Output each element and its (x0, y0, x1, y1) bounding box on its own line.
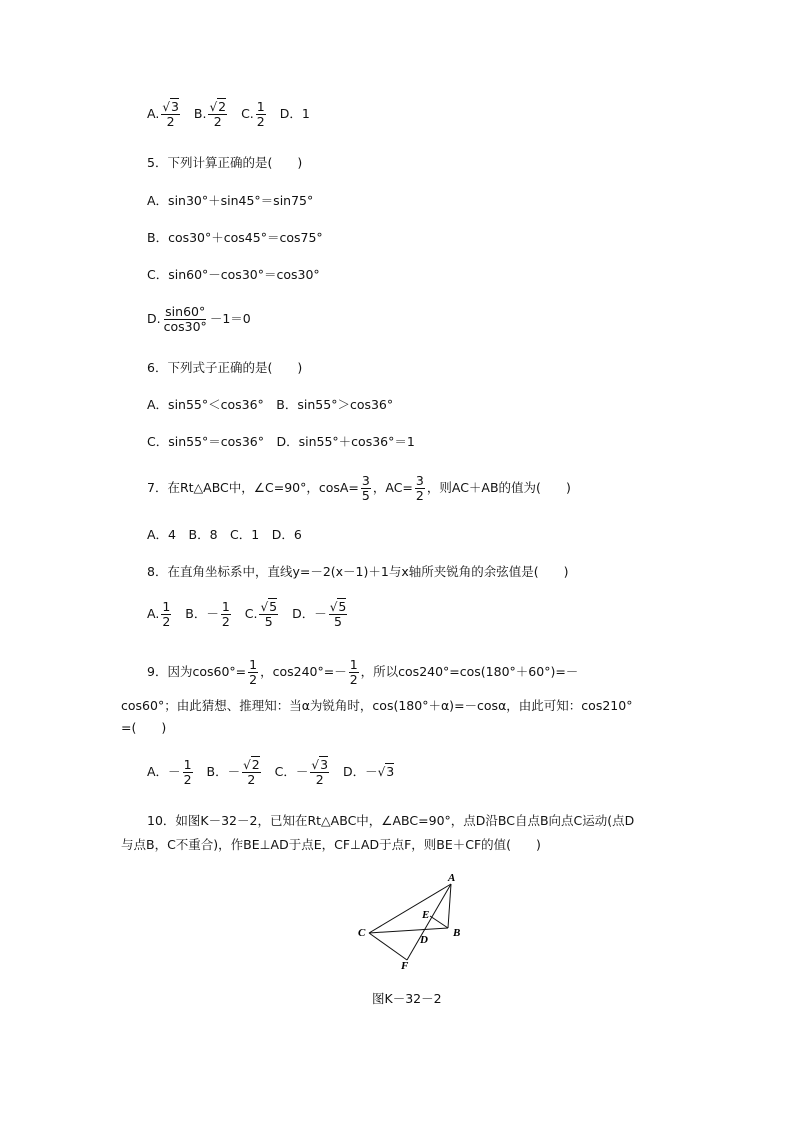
label-a: A (448, 872, 456, 884)
q4-option-d[interactable]: D．1 (279, 106, 310, 121)
q8-stem: 8．在直角坐标系中，直线y=－2(x－1)＋1与x轴所夹锐角的余弦值是( ) (147, 564, 569, 579)
label-f: F (401, 960, 409, 972)
q4-option-c[interactable]: $\frac{1}{2}$ (256, 99, 265, 129)
q5-option-a[interactable]: A．sin30°＋sin45°＝sin75° (147, 193, 314, 208)
q5-option-b[interactable]: B．cos30°＋cos45°＝cos75° (147, 230, 323, 245)
q9-line2: cos60°；由此猜想、推理知：当α为锐角时，cos(180°＋α)=－cosα，由此可知：cos210° (121, 698, 633, 713)
q5-stem: 5．下列计算正确的是( ) (147, 155, 303, 170)
q6-stem: 6．下列式子正确的是( ) (147, 360, 303, 375)
q5-option-d[interactable]: D. $\frac{\sin 60^\circ}{\cos 30^\circ}$ －1＝0 (147, 304, 251, 334)
geometry-figure (350, 868, 470, 974)
q9-options[interactable]: A．－ $\frac{1}{2}$ B．－ $\frac{√2}{2}$ C．－ $\frac{√3}{2}$ D．－√3 (147, 757, 395, 787)
q4-option-a[interactable]: $\frac{√3}{2}$ (162, 99, 179, 129)
q4-option-b[interactable]: $\frac{√2}{2}$ (209, 99, 227, 129)
label-e: E (422, 909, 430, 921)
q6-options-cd[interactable]: C．sin55°＝cos36° D．sin55°＋cos36°＝1 (147, 434, 415, 449)
q7-options[interactable]: A．4 B．8 C．1 D．6 (147, 527, 302, 542)
q9-line1: 9．因为cos60°= $\frac{1}{2}$ ，cos240°=－ $\frac{1}{2}$ ，所以cos240°=cos(180°＋60°)=－ (147, 657, 579, 687)
q8-options[interactable]: A. $\frac{1}{2}$ B．－ $\frac{1}{2}$ C. $\frac{√5}{5}$ D．－ $\frac{√5}{5}$ (147, 599, 347, 629)
q9-line3: =( ) (121, 720, 167, 735)
q4-options: A. $\frac{√3}{2}$ B. $\frac{√2}{2}$ C. $\frac{1}{2}$ D．1 (147, 99, 310, 129)
q7-stem: 7．在Rt△ABC中，∠C=90°，cosA= $\frac{3}{5}$ ，AC= $\frac{3}{2}$ ，则AC＋AB的值为( ) (147, 473, 571, 503)
q10-line1: 10．如图K－32－2，已知在Rt△ABC中，∠ABC=90°，点D沿BC自点B向点C运动(点D (147, 813, 635, 828)
label-c: C (358, 927, 366, 939)
figure-caption: 图K－32－2 (372, 991, 442, 1006)
q6-options-ab[interactable]: A．sin55°＜cos36° B．sin55°＞cos36° (147, 397, 394, 412)
label-d: D (420, 934, 428, 946)
label-b: B (453, 927, 461, 939)
q10-line2: 与点B，C不重合)，作BE⊥AD于点E，CF⊥AD于点F，则BE＋CF的值( ) (121, 837, 541, 852)
q5-option-c[interactable]: C．sin60°－cos30°＝cos30° (147, 267, 320, 282)
